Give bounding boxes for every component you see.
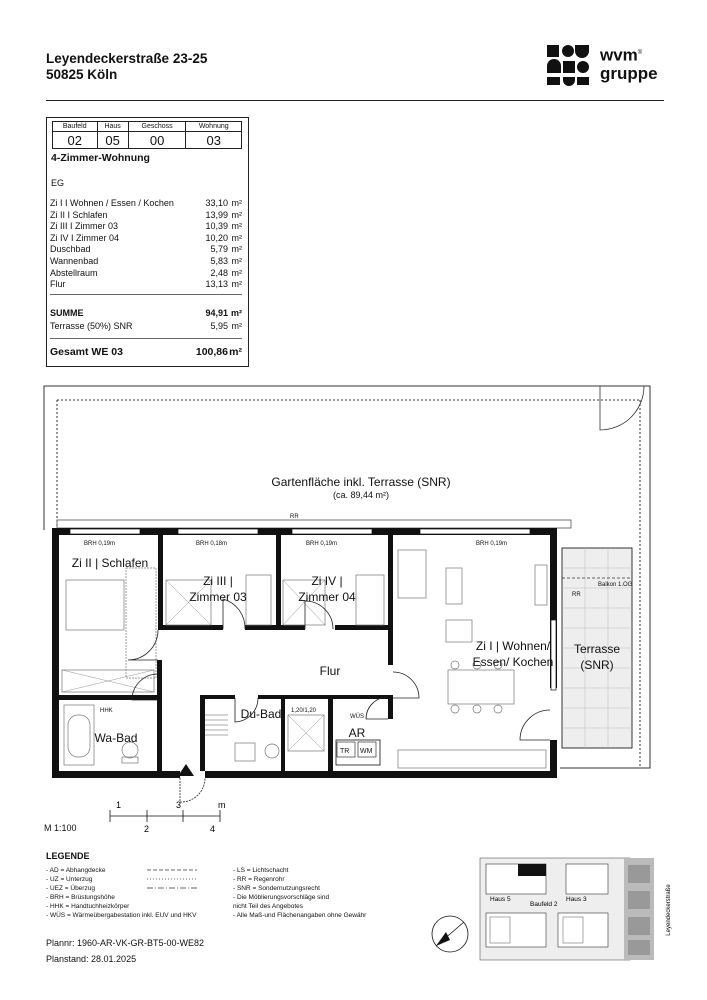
room-label-schlafen: Zi II | Schlafen bbox=[71, 556, 149, 570]
wus-label: WÜS bbox=[350, 714, 364, 720]
legend-item: - Alle Maß-und Flächenangaben ohne Gewähr bbox=[233, 912, 367, 919]
legend-col2 bbox=[233, 866, 366, 920]
wvm-logo-text bbox=[600, 44, 658, 83]
site-baufeld: Baufeld 2 bbox=[530, 901, 558, 908]
id-header-baufeld: Baufeld bbox=[53, 122, 98, 132]
apartment-info-box bbox=[46, 117, 249, 367]
terrace-label-a: Terrasse bbox=[573, 642, 621, 656]
north-arrow-icon bbox=[428, 912, 472, 956]
address-street: Leyendeckerstraße 23-25 bbox=[46, 51, 208, 66]
id-value-wohnung: 03 bbox=[186, 132, 242, 149]
room-row bbox=[50, 244, 242, 256]
total-unit: m² bbox=[229, 346, 242, 358]
room-row bbox=[50, 198, 242, 210]
sum-area: 94,91 bbox=[205, 308, 228, 318]
id-value-geschoss: 00 bbox=[128, 132, 186, 149]
site-plan bbox=[478, 855, 683, 965]
apartment-type: 4-Zimmer-Wohnung bbox=[51, 152, 150, 164]
room-name: Flur bbox=[50, 279, 66, 290]
terrace-label: Terrasse (50%) SNR bbox=[50, 321, 133, 331]
legend-item: - HHK = Handtuchheizkörper bbox=[46, 903, 130, 910]
wm-label: WM bbox=[360, 748, 373, 755]
room-area: 2,48 bbox=[210, 267, 228, 278]
sum-unit: m² bbox=[231, 308, 242, 318]
room-area: 5,83 bbox=[210, 255, 228, 266]
room-unit: m² bbox=[231, 255, 242, 266]
legend-item: - UZ = Unterzug bbox=[46, 876, 93, 883]
room-name: Zi I I Wohnen / Essen / Kochen bbox=[50, 198, 174, 208]
room-name: Duschbad bbox=[50, 244, 91, 255]
sum-row bbox=[50, 308, 242, 318]
id-header-haus: Haus bbox=[97, 122, 128, 132]
terrace-row bbox=[50, 321, 242, 331]
room-area: 10,39 bbox=[205, 221, 228, 232]
room-label-zi4-a: Zi IV | bbox=[311, 574, 343, 588]
legend-item: - SNR = Sondernutzungsrecht bbox=[233, 885, 320, 892]
garden-area-label: (ca. 89,44 m²) bbox=[332, 490, 390, 500]
tr-label: TR bbox=[340, 748, 350, 755]
room-label-zi3-b: Zimmer 03 bbox=[189, 590, 247, 604]
room-row bbox=[50, 210, 242, 222]
room-name: Zi IV I Zimmer 04 bbox=[50, 232, 120, 243]
legend-item: - WÜS = Wärmeübergabestation inkl. EUV und HKV bbox=[46, 912, 197, 919]
room-label-flur: Flur bbox=[319, 664, 341, 678]
rr-label-right: RR bbox=[572, 592, 581, 598]
legend-title: LEGENDE bbox=[46, 851, 90, 861]
scale-tick: 2 bbox=[144, 824, 150, 834]
room-area: 13,13 bbox=[205, 279, 228, 290]
scale-tick: m bbox=[218, 800, 226, 810]
room-label-zi1-b: Essen/ Kochen bbox=[472, 655, 554, 669]
terrace-unit: m² bbox=[231, 321, 242, 331]
legend-item: nicht Teil des Angebotes bbox=[233, 903, 303, 910]
address-city: 50825 Köln bbox=[46, 67, 118, 82]
room-area: 33,10 bbox=[205, 198, 228, 208]
plan-number: Plannr: 1960-AR-VK-GR-BT5-00-WE82 bbox=[46, 938, 205, 948]
room-label-zi1-a: Zi I | Wohnen/ bbox=[475, 639, 551, 653]
brh-label: BRH 0,19m bbox=[84, 541, 116, 547]
garden-label: Gartenfläche inkl. Terrasse (SNR) bbox=[271, 475, 451, 489]
room-unit: m² bbox=[231, 279, 242, 290]
logo-line1: wvm bbox=[600, 45, 638, 65]
room-name: Zi II I Schlafen bbox=[50, 209, 108, 220]
room-name: Wannenbad bbox=[50, 255, 99, 266]
brh-label: BRH 0,19m bbox=[476, 541, 508, 547]
total-separator bbox=[50, 338, 242, 339]
entrance-arrow bbox=[178, 764, 194, 776]
id-header-wohnung: Wohnung bbox=[186, 122, 242, 132]
room-unit: m² bbox=[231, 221, 242, 232]
total-area: 100,86 bbox=[195, 346, 228, 358]
site-street: Leyendeckerstraße bbox=[666, 884, 672, 936]
total-row bbox=[50, 346, 242, 358]
room-label-zi4-b: Zimmer 04 bbox=[298, 590, 356, 604]
address-block bbox=[46, 51, 207, 83]
room-label-zi3-a: Zi III | bbox=[203, 574, 233, 588]
logo-reg: ® bbox=[637, 50, 643, 56]
shower-label: 1,20/1,20 bbox=[291, 708, 317, 714]
floor-plan bbox=[0, 370, 707, 840]
legend-item: - AD = Abhangdecke bbox=[46, 867, 106, 874]
room-label-wabad: Wa-Bad bbox=[94, 731, 138, 745]
room-label-ar: AR bbox=[348, 726, 366, 740]
scale-bar bbox=[108, 798, 238, 834]
hhk-label: HHK bbox=[100, 708, 113, 714]
id-table bbox=[52, 121, 242, 149]
legend-item: - UEZ = Überzug bbox=[46, 885, 95, 892]
room-area: 5,79 bbox=[210, 244, 228, 255]
sum-separator bbox=[50, 294, 242, 295]
id-header-geschoss: Geschoss bbox=[128, 122, 186, 132]
id-value-haus: 05 bbox=[97, 132, 128, 149]
legend-line-styles bbox=[145, 866, 200, 896]
scale-label: M 1:100 bbox=[44, 823, 77, 833]
brh-label: BRH 0,18m bbox=[196, 541, 228, 547]
room-row bbox=[50, 256, 242, 268]
scale-tick: 1 bbox=[116, 800, 122, 810]
header-rule bbox=[46, 100, 664, 101]
brh-label: BRH 0,19m bbox=[306, 541, 338, 547]
site-haus5: Haus 5 bbox=[490, 896, 511, 903]
room-label-dubad: Du-Bad bbox=[240, 707, 282, 721]
site-haus3: Haus 3 bbox=[566, 896, 587, 903]
room-unit: m² bbox=[231, 267, 242, 278]
room-list bbox=[50, 198, 242, 291]
room-area: 13,99 bbox=[205, 209, 228, 220]
id-value-baufeld: 02 bbox=[53, 132, 98, 149]
room-row bbox=[50, 268, 242, 280]
room-row bbox=[50, 279, 242, 291]
scale-tick: 4 bbox=[210, 824, 216, 834]
room-row bbox=[50, 221, 242, 233]
room-name: Zi III I Zimmer 03 bbox=[50, 221, 119, 232]
room-row bbox=[50, 233, 242, 245]
terrace-strip bbox=[57, 520, 571, 528]
rr-label-top: RR bbox=[290, 514, 299, 520]
brh-labels bbox=[84, 541, 507, 547]
room-unit: m² bbox=[231, 209, 242, 220]
logo-line2: gruppe bbox=[600, 63, 658, 83]
room-name: Abstellraum bbox=[50, 267, 98, 278]
terrace-area: 5,95 bbox=[210, 321, 228, 331]
room-area: 10,20 bbox=[205, 232, 228, 243]
room-unit: m² bbox=[231, 232, 242, 243]
terrace-label-b: (SNR) bbox=[580, 658, 614, 672]
garden-area bbox=[44, 386, 650, 768]
balkon-label: Balkon 1.OG bbox=[598, 582, 633, 588]
legend-item: - BRH = Brüstungshöhe bbox=[46, 894, 115, 901]
plan-date: Planstand: 28.01.2025 bbox=[46, 954, 137, 964]
scale-tick: 3 bbox=[176, 800, 182, 810]
legend-item: - Die Möblierungsvorschläge sind bbox=[233, 894, 330, 901]
entrance-stair bbox=[205, 715, 228, 735]
floor-label: EG bbox=[51, 178, 65, 188]
legend-item: - RR = Regenrohr bbox=[233, 876, 285, 883]
total-label: Gesamt WE 03 bbox=[50, 346, 123, 358]
legend-item: - LS = Lichtschacht bbox=[233, 867, 289, 874]
room-unit: m² bbox=[231, 244, 242, 255]
sum-label: SUMME bbox=[50, 308, 84, 318]
wvm-logo-mark bbox=[546, 44, 592, 86]
room-unit: m² bbox=[231, 198, 242, 208]
